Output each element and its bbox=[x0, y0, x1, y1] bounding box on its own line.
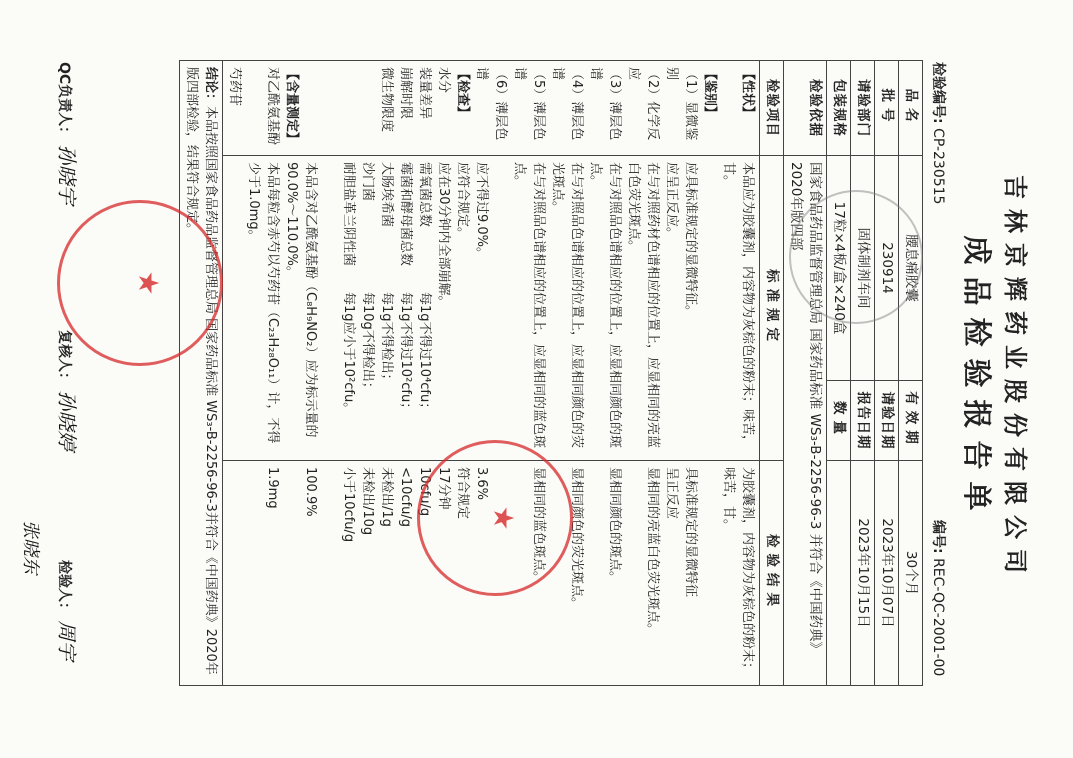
qty-value bbox=[827, 461, 851, 686]
id6-std: 在与对照品色谱相应的位置上，应显相同的蓝色斑点。 bbox=[512, 162, 546, 449]
assay2-std: 本品每粒含赤芍以芍药苷（C₂₃H₂₈O₁₁）计，不得少于1.0mg。 bbox=[246, 162, 280, 444]
conclusion-cell bbox=[180, 61, 223, 686]
form-no-label: 编号: bbox=[930, 520, 946, 554]
id5-std: 在与对照品色谱相应的位置上，应显相同颜色的荧光斑点。 bbox=[550, 162, 584, 449]
assay1-std: 本品含对乙酰氨基酚（C₈H₉NO₂）应为标示量的90.0%～110.0%。 bbox=[284, 162, 318, 438]
id3-name: （3）薄层色谱 bbox=[588, 67, 622, 141]
micro4-res: 未检出/10g bbox=[360, 467, 375, 536]
table-row bbox=[180, 61, 223, 686]
table-row bbox=[875, 61, 899, 686]
form-no bbox=[929, 520, 949, 676]
table-row bbox=[827, 61, 851, 686]
disint-std: 应在30分钟内全部崩解。 bbox=[436, 162, 451, 309]
table-row bbox=[760, 61, 784, 686]
dept-label: 请验部门 bbox=[851, 61, 875, 156]
tester-sign: 周宇 bbox=[55, 620, 79, 661]
disint-name: 崩解时限 bbox=[398, 67, 413, 120]
props-res: 为胶囊剂，内容物为灰棕色的粉末；味苦，甘。 bbox=[721, 467, 755, 676]
id5-res: 显相同颜色的荧光斑点。 bbox=[569, 467, 584, 611]
ident-head: 【鉴别】 bbox=[702, 67, 717, 120]
water-std: 应不得过9.0%。 bbox=[474, 162, 489, 261]
report-table bbox=[179, 60, 923, 686]
col-header-item: 检验项目 bbox=[760, 61, 784, 156]
id2-res: 呈正反应 bbox=[664, 467, 679, 520]
micro5-res: 小于10cfu/g bbox=[341, 467, 356, 543]
id1-name: （1）显微鉴别 bbox=[664, 67, 698, 141]
load-res: 符合规定 bbox=[455, 467, 470, 520]
micro2-std: 霉菌和酵母菌总数 每1g不得过10²cfu； bbox=[398, 162, 413, 416]
id2-name: （2）化学反应 bbox=[626, 67, 660, 141]
water-name: 水分 bbox=[436, 67, 451, 94]
report-date-label: 报告日期 bbox=[851, 381, 875, 461]
basis-label: 检验依据 bbox=[784, 61, 827, 156]
disint-res: 17分钟 bbox=[436, 467, 451, 510]
basis-value: 国家食品药品监督管理总局 国家药品标准 WS₃-B-2256-96-3 并符合《中国药典》2020年版四部 bbox=[784, 156, 827, 686]
id4-res: 显相同颜色的斑点。 bbox=[607, 467, 622, 585]
table-row bbox=[899, 61, 923, 686]
conclusion-label: 结论： bbox=[203, 67, 218, 107]
validity-value: 30个月 bbox=[899, 461, 923, 686]
micro3-res: 未检出/1g bbox=[379, 467, 394, 527]
assay2-name: 芍药苷 bbox=[227, 67, 242, 107]
load-std: 应符合规定。 bbox=[455, 162, 470, 241]
report-title: 成品检验报告单 bbox=[960, 235, 994, 523]
qc-signature bbox=[54, 62, 83, 205]
id3-res: 显相同的亮蓝白色荧光斑点。 bbox=[645, 467, 660, 637]
assay1-res: 100.9% bbox=[303, 467, 318, 517]
id5-name: （5）薄层色谱 bbox=[512, 67, 546, 141]
spec-value: 17粒×4板/盒×240盒 bbox=[827, 156, 851, 381]
conclusion-text: 本品按照国家食品药品监督管理总局 国家药品标准 WS₃-B-2256-96-3并符合《中国药典》2020年版四部检验，结果符合规定。 bbox=[184, 67, 218, 675]
report-date-value: 2023年10月15日 bbox=[851, 461, 875, 686]
company-stamp-lower bbox=[57, 200, 223, 366]
review-label: 复核人： bbox=[56, 330, 72, 386]
id4-std: 在与对照品色谱相应的位置上，应显相同颜色的斑点。 bbox=[588, 162, 622, 449]
assay2-res: 1.9mg bbox=[265, 467, 280, 509]
company-name: 吉林京辉药业股份有限公司 bbox=[1001, 175, 1029, 583]
tester-label: 检验人： bbox=[56, 560, 72, 616]
id1-res: 具标准规定的显微特征 bbox=[683, 467, 698, 598]
assay1-name: 对乙酰氨基酚 bbox=[265, 67, 280, 146]
load-name: 装量差异 bbox=[417, 67, 432, 120]
table-row bbox=[851, 61, 875, 686]
review-sign: 孙晓婷 bbox=[55, 390, 79, 451]
inspect-date-value: 2023年10月07日 bbox=[875, 461, 899, 686]
micro4-std: 沙门菌 每10g不得检出； bbox=[360, 162, 375, 395]
items-column bbox=[223, 61, 760, 156]
props-head: 【性状】 bbox=[740, 67, 755, 120]
company-stamp-upper bbox=[417, 440, 573, 596]
standards-column bbox=[223, 156, 760, 461]
id4-name: （4）薄层色谱 bbox=[550, 67, 584, 141]
assay-head: 【含量测定】 bbox=[284, 67, 299, 146]
spec-label: 包装规格 bbox=[827, 61, 851, 156]
qty-label: 数量 bbox=[827, 381, 851, 461]
dept-value: 固体制剂车间 bbox=[851, 156, 875, 381]
micro2-res: <10cfu/g bbox=[398, 467, 413, 528]
review-signature bbox=[54, 330, 83, 450]
validity-label: 有效期 bbox=[899, 381, 923, 461]
inspection-no-label: 检验编号: bbox=[930, 62, 946, 124]
col-header-result: 检验结果 bbox=[760, 461, 784, 686]
tester-signature bbox=[54, 560, 83, 660]
extra-signature: 张晓东 bbox=[20, 520, 41, 574]
micro5-std: 耐胆盐革兰阴性菌 每1g应小于10²cfu。 bbox=[341, 162, 356, 416]
col-header-standard: 标准规定 bbox=[760, 156, 784, 461]
batch-value: 230914 bbox=[875, 156, 899, 381]
table-row bbox=[784, 61, 827, 686]
qc-label: QC负责人： bbox=[56, 62, 72, 141]
id2-std: 应呈正反应。 bbox=[664, 162, 679, 241]
check-head: 【检查】 bbox=[455, 67, 470, 120]
qc-sign: 孙晓宇 bbox=[55, 144, 79, 205]
id6-res: 显相同的蓝色斑点。 bbox=[531, 467, 546, 585]
id6-name: （6）薄层色谱 bbox=[474, 67, 508, 141]
stamp-star-icon: ★ bbox=[487, 505, 520, 531]
id3-std: 在与对照药材色谱相应的位置上，应显相同的亮蓝白色荧光斑点。 bbox=[626, 162, 660, 449]
micro-name: 微生物限度 bbox=[379, 67, 394, 133]
batch-label: 批号 bbox=[875, 61, 899, 156]
water-res: 3.6% bbox=[474, 467, 489, 501]
product-value: 腰息痛胶囊 bbox=[899, 156, 923, 381]
form-no-value: REC-QC-2001-00 bbox=[930, 558, 946, 677]
inspection-no-value: CP-230515 bbox=[930, 128, 946, 205]
inspect-date-label: 请验日期 bbox=[875, 381, 899, 461]
id1-std: 应具标准规定的显微特征。 bbox=[683, 162, 698, 319]
micro1-std: 需氧菌总数 每1g不得过10⁴cfu； bbox=[417, 162, 432, 416]
micro3-std: 大肠埃希菌 每1g不得检出； bbox=[379, 162, 394, 387]
product-label: 品名 bbox=[899, 61, 923, 156]
stamp-star-icon: ★ bbox=[132, 270, 165, 296]
gray-seal-mark bbox=[789, 190, 923, 324]
micro1-res: 10cfu/g bbox=[417, 467, 432, 517]
inspection-no bbox=[929, 62, 949, 204]
props-std: 本品应为胶囊剂，内容物为灰棕色的粉末；味苦，甘。 bbox=[721, 162, 755, 449]
